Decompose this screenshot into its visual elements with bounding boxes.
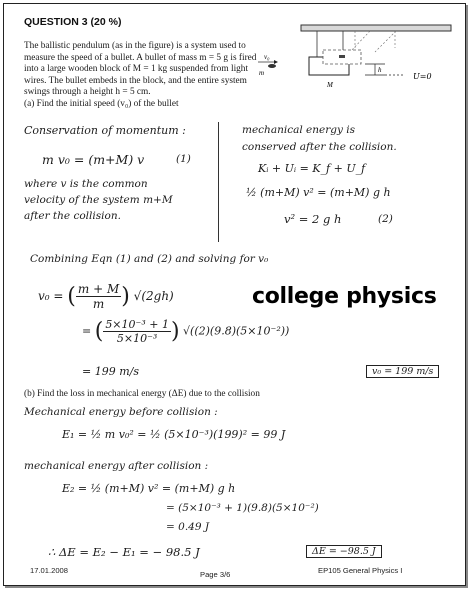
delta-e-answer-box: ΔE = −98.5 J [306,545,382,558]
v0-result: = 199 m/s [82,365,139,378]
substituted-fraction [103,318,171,345]
e2-substitution: = (5×10⁻³ + 1)(9.8)(5×10⁻²) [166,502,319,514]
column-divider [218,122,219,242]
mass-ratio-fraction [76,282,121,311]
substituted-numerator: 5×10⁻³ + 1 [105,318,169,331]
footer-page-number: Page 3/6 [200,570,231,579]
equals-sign: = [82,324,92,338]
energy-line-1: mechanical energy is [242,124,355,136]
momentum-heading: Conservation of momentum : [24,124,186,137]
problem-statement: The ballistic pendulum (as in the figure) is a system used to measure the speed of a bullet. A bullet of mass m = 5 g is fired into a large wooden block of M = 1 kg suspended from light wires. The bullet embeds in the block, and the entire system swings through a height h = 5 cm. [24,41,257,98]
delta-e-equation: ∴ ΔE = E₂ − E₁ = − 98.5 J [48,545,200,559]
v0-formula [38,282,174,311]
college-physics-watermark: college physics [252,284,437,309]
ballistic-pendulum-figure [255,22,460,97]
embedded-bullet [339,55,345,58]
energy-conservation-equation: Kᵢ + Uᵢ = K_f + U_f [258,162,366,175]
ceiling-support [301,25,451,31]
bullet [268,64,276,68]
where-line-2: velocity of the system m+M [24,194,173,206]
reference-label: U=0 [413,72,432,81]
energy-after-heading: mechanical energy after collision : [24,460,209,472]
momentum-equation: m v₀ = (m+M) v [42,152,145,167]
energy-substitution: ½ (m+M) v² = (m+M) g h [246,186,391,199]
footer-course: EP105 General Physics I [318,566,403,575]
energy-before-heading: Mechanical energy before collision : [24,406,218,418]
close-paren: ) [170,319,180,344]
question-title: QUESTION 3 (20 %) [24,16,122,28]
equation-1-tag: (1) [176,153,191,165]
part-b-question: (b) Find the loss in mechanical energy (ΔE) due to the collision [24,389,260,399]
where-line-1: where v is the common [24,178,148,190]
fraction-numerator: m + M [77,282,120,296]
v0-answer-box: v₀ = 199 m/s [366,365,439,378]
block-mass-label: M [327,81,333,89]
e1-equation: E₁ = ½ m v₀² = ½ (5×10⁻³)(199)² = 99 J [62,428,286,441]
energy-line-2: conserved after the collision. [242,141,397,153]
v-squared-equation: v² = 2 g h [284,212,342,226]
part-a-question: (a) Find the initial speed (v₀) of the bullet [24,99,179,109]
v0-lhs: v₀ = [38,289,64,303]
fraction-denominator: m [92,297,105,311]
where-line-3: after the collision. [24,210,121,222]
footer-date: 17.01.2008 [30,566,69,575]
substituted-sqrt: √((2)(9.8)(5×10⁻²)) [183,324,290,338]
open-paren: ( [94,319,104,344]
velocity-label: v₀ [264,53,270,61]
height-label: h [378,66,382,74]
open-paren: ( [67,284,76,309]
substituted-denominator: 5×10⁻³ [116,332,158,345]
sqrt-term: √(2gh) [133,289,174,303]
combining-line: Combining Eqn (1) and (2) and solving for v₀ [30,253,269,265]
close-paren: ) [121,284,130,309]
equation-2-tag: (2) [378,213,393,225]
e2-equation: E₂ = ½ (m+M) v² = (m+M) g h [62,482,236,495]
e2-result: = 0.49 J [166,521,210,533]
v0-substitution [82,318,289,345]
bullet-mass-label: m [259,69,265,77]
